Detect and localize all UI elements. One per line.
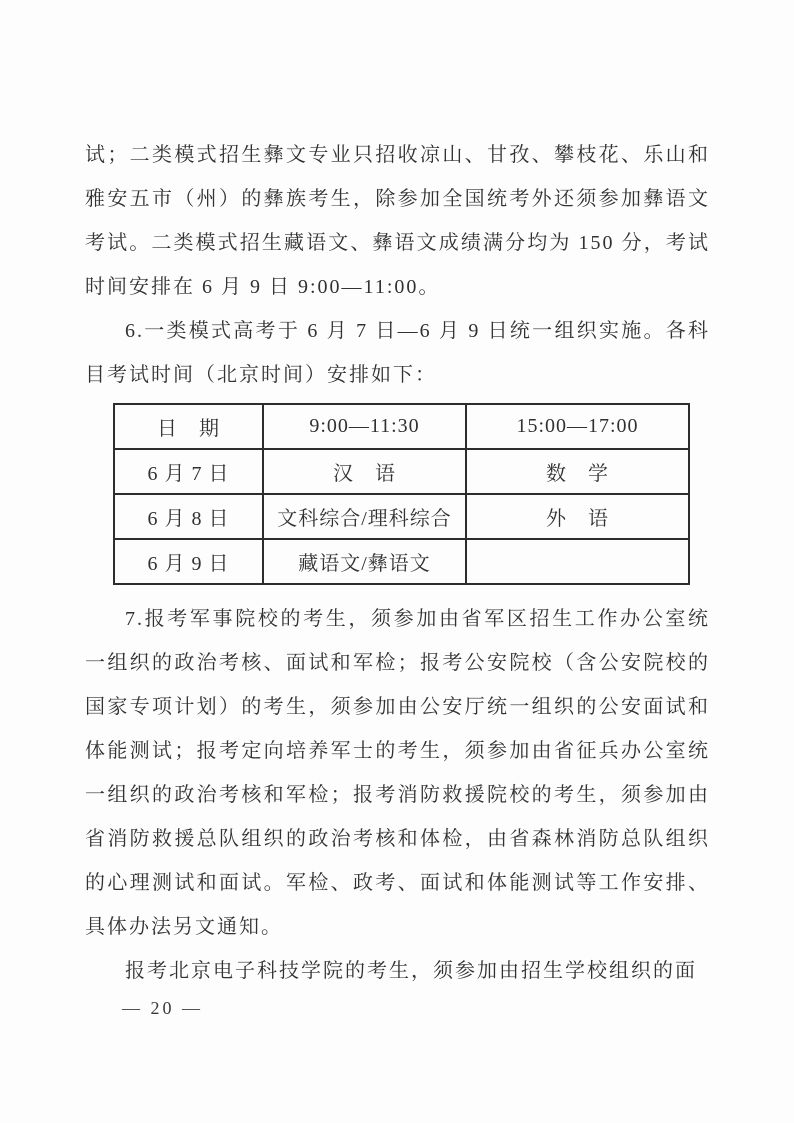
exam-schedule-table xyxy=(113,403,690,585)
table-header-afternoon: 15:00—17:00 xyxy=(466,404,689,449)
table-row xyxy=(114,449,689,494)
cell-morning-subject: 藏语文/彝语文 xyxy=(263,539,466,584)
paragraph-partial: 报考北京电子科技学院的考生，须参加由招生学校组织的面 xyxy=(125,960,697,982)
cell-afternoon-subject: 数 学 xyxy=(466,449,689,494)
page-number: — 20 — xyxy=(122,998,203,1018)
cell-date: 6 月 9 日 xyxy=(114,539,263,584)
table-header-row xyxy=(114,404,689,449)
paragraph-item-6: 6.一类模式高考于 6 月 7 日—6 月 9 日统一组织实施。各科目考试时间（北京时间）安排如下： xyxy=(85,320,710,386)
cell-afternoon-subject: 外 语 xyxy=(466,494,689,539)
table-header-morning: 9:00—11:30 xyxy=(263,404,466,449)
table-header-date: 日 期 xyxy=(114,404,263,449)
table-row xyxy=(114,539,689,584)
cell-morning-subject: 汉 语 xyxy=(263,449,466,494)
table-row xyxy=(114,494,689,539)
body-text xyxy=(85,133,710,993)
paragraph-continuation: 试；二类模式招生彝文专业只招收凉山、甘孜、攀枝花、乐山和雅安五市（州）的彝族考生，除参加全国统考外还须参加彝语文考试。二类模式招生藏语文、彝语文成绩满分均为 150 分，考试时间安排在 6 月 9 日 9:00—11:00。 xyxy=(85,144,710,298)
cell-morning-subject: 文科综合/理科综合 xyxy=(263,494,466,539)
paragraph-item-7: 7.报考军事院校的考生，须参加由省军区招生工作办公室统一组织的政治考核、面试和军检；报考公安院校（含公安院校的国家专项计划）的考生，须参加由公安厅统一组织的公安面试和体能测试；报考定向培养军士的考生，须参加由省征兵办公室统一组织的政治考核和军检；报考消防救援院校的考生，须参加由省消防救援总队组织的政治考核和体检，由省森林消防总队组织的心理测试和面试。军检、政考、面试和体能测试等工作安排、具体办法另文通知。 xyxy=(85,608,710,938)
cell-date: 6 月 8 日 xyxy=(114,494,263,539)
cell-afternoon-subject xyxy=(466,539,689,584)
cell-date: 6 月 7 日 xyxy=(114,449,263,494)
